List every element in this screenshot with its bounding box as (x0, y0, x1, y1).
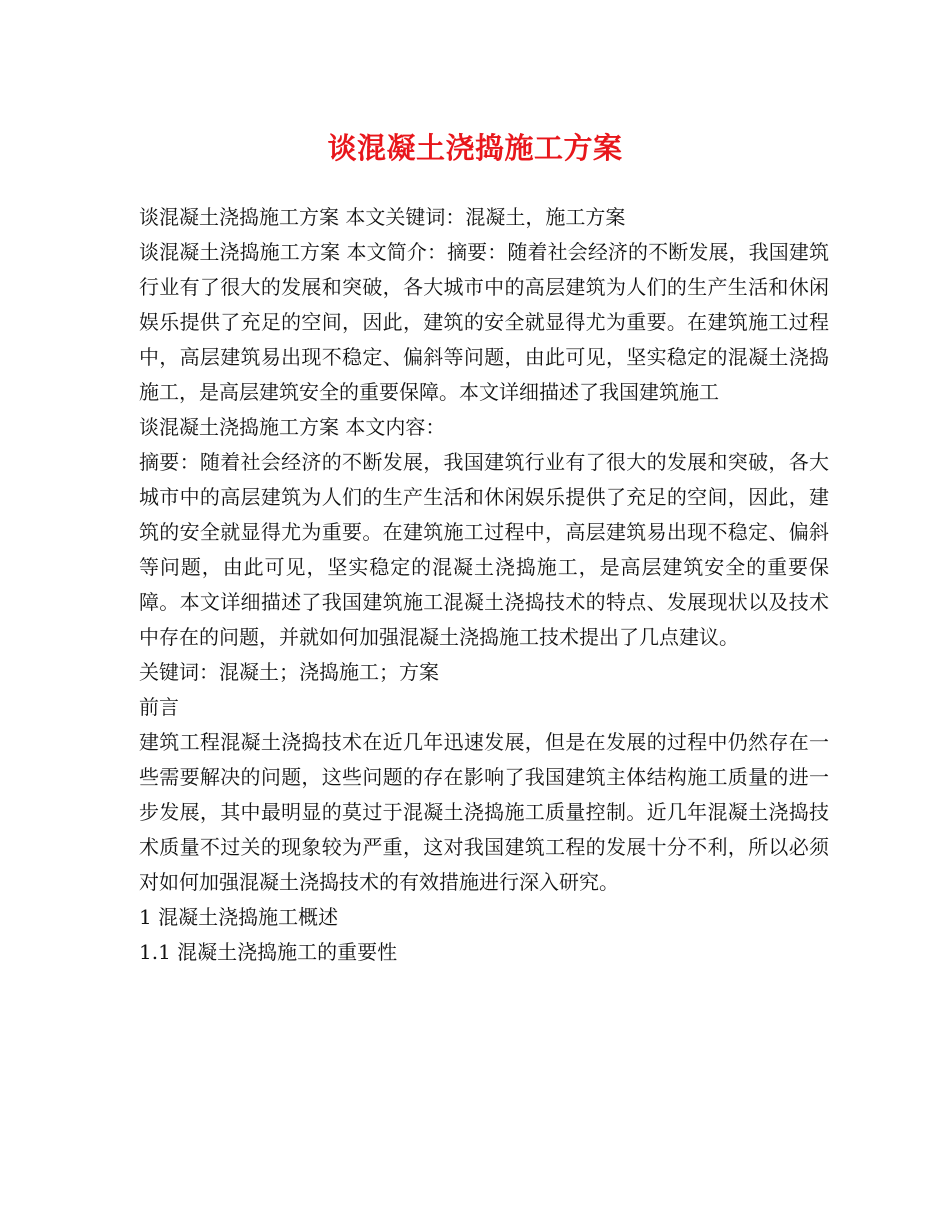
keywords-paragraph: 关键词：混凝土；浇捣施工；方案 (139, 660, 439, 684)
keywords-line: 谈混凝土浇捣施工方案 本文关键词：混凝土，施工方案 (139, 205, 626, 229)
section-heading-1-1: 1.1 混凝土浇捣施工的重要性 (139, 940, 398, 964)
document-body (139, 200, 829, 970)
preface-paragraph: 建筑工程混凝土浇捣技术在近几年迅速发展，但是在发展的过程中仍然存在一些需要解决的问题，这些问题的存在影响了我国建筑主体结构施工质量的进一步发展，其中最明显的莫过于混凝土浇捣施工质量控制。近几年混凝土浇捣技术质量不过关的现象较为严重，这对我国建筑工程的发展十分不利，所以必须对如何加强混凝土浇捣技术的有效措施进行深入研究。 (139, 730, 829, 894)
section-heading-1: 1 混凝土浇捣施工概述 (139, 905, 339, 929)
abstract-paragraph: 摘要：随着社会经济的不断发展，我国建筑行业有了很大的发展和突破，各大城市中的高层建筑为人们的生产生活和休闲娱乐提供了充足的空间，因此，建筑的安全就显得尤为重要。在建筑施工过程中，高层建筑易出现不稳定、偏斜等问题，由此可见，坚实稳定的混凝土浇捣施工，是高层建筑安全的重要保障。本文详细描述了我国建筑施工混凝土浇捣技术的特点、发展现状以及技术中存在的问题，并就如何加强混凝土浇捣施工技术提出了几点建议。 (139, 450, 829, 649)
preface-heading: 前言 (139, 695, 179, 719)
document-title: 谈混凝土浇捣施工方案 (327, 131, 623, 165)
summary-paragraph: 谈混凝土浇捣施工方案 本文简介：摘要：随着社会经济的不断发展，我国建筑行业有了很大的发展和突破，各大城市中的高层建筑为人们的生产生活和休闲娱乐提供了充足的空间，因此，建筑的安全就显得尤为重要。在建筑施工过程中，高层建筑易出现不稳定、偏斜等问题，由此可见，坚实稳定的混凝土浇捣施工，是高层建筑安全的重要保障。本文详细描述了我国建筑施工 (139, 240, 829, 404)
content-intro-line: 谈混凝土浇捣施工方案 本文内容： (139, 415, 446, 439)
